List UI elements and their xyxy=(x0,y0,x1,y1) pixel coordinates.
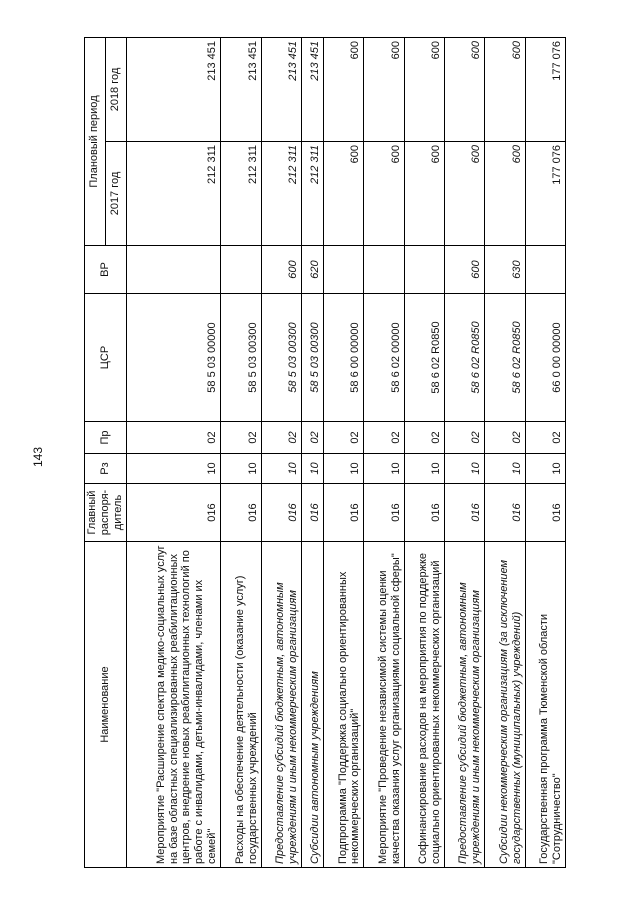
cell-rz: 10 xyxy=(525,454,565,484)
cell-manager: 016 xyxy=(404,484,444,542)
cell-name: Субсидии некоммерческим организациям (за исключением государственных (муниципальных) учреждений) xyxy=(485,542,525,868)
cell-rz: 10 xyxy=(324,454,364,484)
cell-name: Софинансирование расходов на мероприятия по поддержке социально ориентированных некоммерческих организаций xyxy=(404,542,444,868)
cell-2018: 600 xyxy=(445,38,485,142)
cell-pr: 02 xyxy=(485,422,525,454)
cell-2018: 213 451 xyxy=(301,38,323,142)
table-row xyxy=(364,38,404,868)
cell-2017: 600 xyxy=(364,142,404,246)
cell-csr: 58 6 02 R0850 xyxy=(485,294,525,422)
header-pr: Пр xyxy=(85,422,127,454)
cell-2018: 600 xyxy=(324,38,364,142)
cell-manager: 016 xyxy=(301,484,323,542)
cell-manager: 016 xyxy=(525,484,565,542)
cell-csr: 58 6 02 00000 xyxy=(364,294,404,422)
cell-pr: 02 xyxy=(261,422,301,454)
cell-name: Мероприятие "Расширение спектра медико-социальных услуг на базе областных специализированных реабилитационных центров, внедрение новых реабилитационных технологий по работе с инвалидами, детьми-инвалидами, членами их семей" xyxy=(126,542,220,868)
page-number: 143 xyxy=(31,446,45,468)
cell-pr: 02 xyxy=(301,422,323,454)
cell-name: Субсидии автономным учреждениям xyxy=(301,542,323,868)
table-row xyxy=(126,38,220,868)
cell-rz: 10 xyxy=(364,454,404,484)
cell-csr: 58 5 03 00300 xyxy=(301,294,323,422)
table-row xyxy=(261,38,301,868)
cell-name: Расходы на обеспечение деятельности (оказание услуг) государственных учреждений xyxy=(221,542,261,868)
cell-name: Подпрограмма "Поддержка социально ориентированных некоммерческих организаций" xyxy=(324,542,364,868)
table-row xyxy=(324,38,364,868)
cell-csr: 58 6 00 00000 xyxy=(324,294,364,422)
table-row xyxy=(221,38,261,868)
header-vr: ВР xyxy=(85,246,127,294)
header-manager: Главный распоря-дитель xyxy=(85,484,127,542)
cell-rz: 10 xyxy=(445,454,485,484)
cell-2018: 213 451 xyxy=(221,38,261,142)
cell-vr xyxy=(364,246,404,294)
cell-pr: 02 xyxy=(525,422,565,454)
cell-2017: 600 xyxy=(404,142,444,246)
cell-vr xyxy=(525,246,565,294)
header-name: Наименование xyxy=(85,542,127,868)
cell-vr xyxy=(221,246,261,294)
cell-pr: 02 xyxy=(364,422,404,454)
cell-vr xyxy=(324,246,364,294)
cell-rz: 10 xyxy=(404,454,444,484)
cell-2017: 212 311 xyxy=(301,142,323,246)
cell-2018: 600 xyxy=(364,38,404,142)
cell-2017: 600 xyxy=(324,142,364,246)
cell-2017: 600 xyxy=(485,142,525,246)
cell-2018: 213 451 xyxy=(261,38,301,142)
cell-rz: 10 xyxy=(221,454,261,484)
cell-name: Государственная программа Тюменской области "Сотрудничество" xyxy=(525,542,565,868)
table-row xyxy=(525,38,565,868)
cell-csr: 58 5 03 00300 xyxy=(221,294,261,422)
header-2018: 2018 год xyxy=(105,38,126,142)
cell-rz: 10 xyxy=(126,454,220,484)
cell-vr: 620 xyxy=(301,246,323,294)
header-csr: ЦСР xyxy=(85,294,127,422)
table-body xyxy=(126,38,565,868)
cell-2017: 212 311 xyxy=(221,142,261,246)
cell-2018: 177 076 xyxy=(525,38,565,142)
cell-vr: 630 xyxy=(485,246,525,294)
cell-rz: 10 xyxy=(301,454,323,484)
cell-vr xyxy=(126,246,220,294)
budget-table-rotated xyxy=(84,38,563,868)
cell-rz: 10 xyxy=(261,454,301,484)
cell-csr: 58 6 02 R0850 xyxy=(404,294,444,422)
cell-2018: 213 451 xyxy=(126,38,220,142)
cell-csr: 58 6 02 R0850 xyxy=(445,294,485,422)
cell-pr: 02 xyxy=(221,422,261,454)
cell-vr: 600 xyxy=(445,246,485,294)
cell-2017: 600 xyxy=(445,142,485,246)
table-row xyxy=(485,38,525,868)
cell-name: Предоставление субсидий бюджетным, автономным учреждениям и иным некоммерческим организациям xyxy=(445,542,485,868)
cell-vr: 600 xyxy=(261,246,301,294)
cell-manager: 016 xyxy=(445,484,485,542)
cell-manager: 016 xyxy=(221,484,261,542)
cell-manager: 016 xyxy=(324,484,364,542)
header-2017: 2017 год xyxy=(105,142,126,246)
budget-table xyxy=(84,37,566,868)
cell-2018: 600 xyxy=(485,38,525,142)
cell-csr: 66 0 00 00000 xyxy=(525,294,565,422)
cell-manager: 016 xyxy=(485,484,525,542)
cell-pr: 02 xyxy=(445,422,485,454)
table-row xyxy=(404,38,444,868)
cell-2017: 177 076 xyxy=(525,142,565,246)
table-row xyxy=(301,38,323,868)
cell-2017: 212 311 xyxy=(261,142,301,246)
cell-name: Предоставление субсидий бюджетным, автономным учреждениям и иным некоммерческим организациям xyxy=(261,542,301,868)
cell-pr: 02 xyxy=(126,422,220,454)
header-rz: Рз xyxy=(85,454,127,484)
cell-rz: 10 xyxy=(485,454,525,484)
cell-manager: 016 xyxy=(364,484,404,542)
cell-csr: 58 5 03 00000 xyxy=(126,294,220,422)
cell-2018: 600 xyxy=(404,38,444,142)
cell-csr: 58 5 03 00300 xyxy=(261,294,301,422)
cell-pr: 02 xyxy=(324,422,364,454)
table-row xyxy=(445,38,485,868)
header-plan-period: Плановый период xyxy=(85,38,106,246)
cell-vr xyxy=(404,246,444,294)
cell-manager: 016 xyxy=(261,484,301,542)
cell-pr: 02 xyxy=(404,422,444,454)
cell-manager: 016 xyxy=(126,484,220,542)
cell-2017: 212 311 xyxy=(126,142,220,246)
header-row xyxy=(85,38,106,868)
cell-name: Мероприятие "Проведение независимой системы оценки качества оказания услуг организациями социальной сферы" xyxy=(364,542,404,868)
